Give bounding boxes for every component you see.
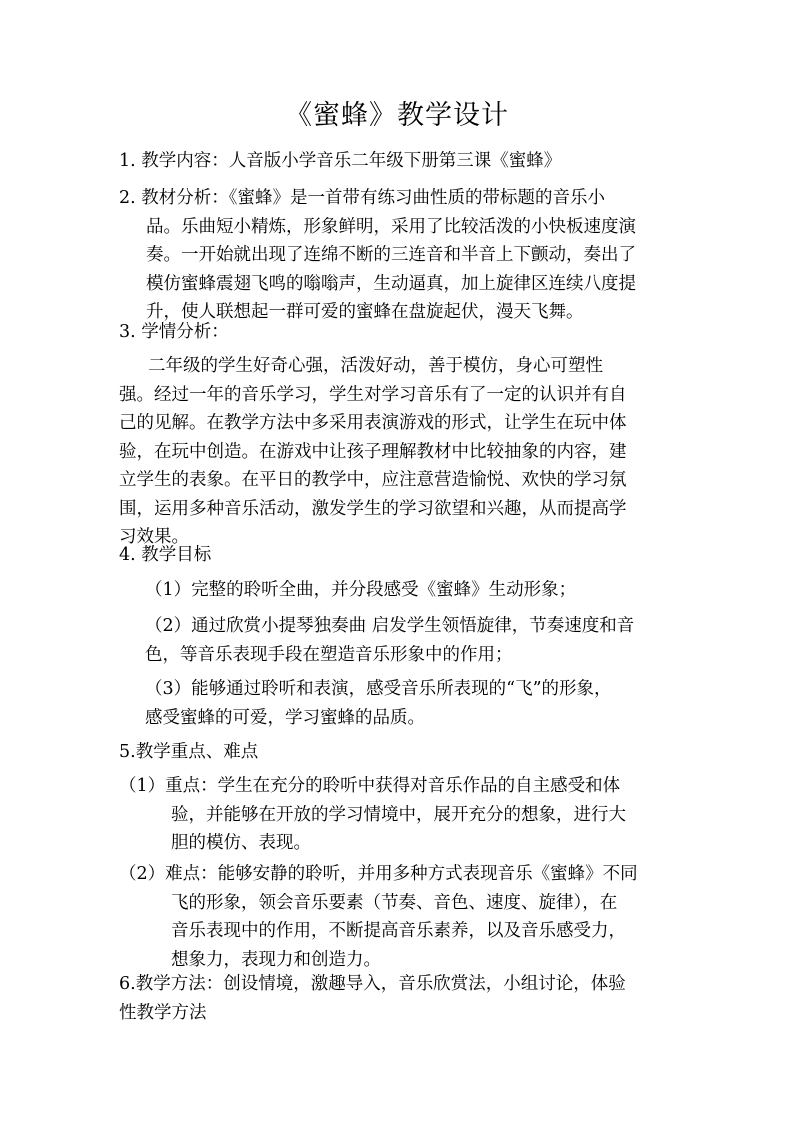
paragraph-line: 奏。一开始就出现了连绵不断的三连音和半音上下颤动，奏出了 bbox=[146, 245, 636, 265]
section-material-analysis bbox=[119, 184, 636, 327]
paragraph-line: 立学生的表象。在平日的教学中，应注意营造愉悦、欢快的学习氛 bbox=[119, 470, 627, 490]
document-title: 《蜜蜂》教学设计 bbox=[285, 100, 509, 131]
goal-item-3 bbox=[145, 675, 612, 732]
paragraph-line: 6.教学方法：创设情境，激趣导入，音乐欣赏法，小组讨论，体验 bbox=[119, 974, 626, 994]
paragraph-line: 升，使人联想起一群可爱的蜜蜂在盘旋起伏，漫天飞舞。 bbox=[146, 302, 584, 322]
section-teaching-goals bbox=[119, 541, 211, 570]
paragraph-line: 感受蜜蜂的可爱，学习蜜蜂的品质。 bbox=[145, 707, 425, 728]
student-analysis-body bbox=[119, 352, 627, 552]
section-teaching-content bbox=[119, 147, 561, 176]
paragraph-line: 飞的形象，领会音乐要素（节奏、音色、速度、旋律），在 bbox=[171, 892, 618, 913]
paragraph-line: 性教学方法 bbox=[119, 1002, 207, 1023]
goal-item-2 bbox=[145, 612, 634, 669]
section-student-analysis bbox=[119, 318, 229, 347]
paragraph-line: 胆的模仿、表现。 bbox=[171, 833, 311, 853]
paragraph-line: （1）完整的聆听全曲，并分段感受《蜜蜂》生动形象； bbox=[145, 580, 577, 600]
key-point-item-2 bbox=[119, 860, 638, 974]
paragraph-line: 己的见解。在教学方法中多采用表演游戏的形式，让学生在玩中体 bbox=[119, 413, 627, 433]
paragraph-line: 色，等音乐表现手段在塑造音乐形象中的作用； bbox=[145, 644, 513, 665]
paragraph-line: 二年级的学生好奇心强，活泼好动，善于模仿，身心可塑性 bbox=[148, 356, 603, 376]
paragraph-line: （2）通过欣赏小提琴独奏曲 启发学生领悟旋律，节奏速度和音 bbox=[145, 616, 635, 636]
paragraph-line: 1. 教学内容：人音版小学音乐二年级下册第三课《蜜蜂》 bbox=[119, 151, 562, 171]
paragraph-line: 围，运用多种音乐活动，激发学生的学习欲望和兴趣，从而提高学 bbox=[119, 498, 627, 519]
section-key-points bbox=[119, 738, 258, 767]
paragraph-line: 想象力，表现力和创造力。 bbox=[171, 949, 381, 970]
paragraph-line: 验，并能够在开放的学习情境中，展开充分的想象，进行大 bbox=[171, 804, 626, 825]
paragraph-line: 品。乐曲短小精炼，形象鲜明，采用了比较活泼的小快板速度演 bbox=[146, 216, 636, 237]
section-heading: 3. 学情分析： bbox=[119, 322, 229, 342]
paragraph-line: 验，在玩中创造。在游戏中让孩子理解教材中比较抽象的内容，建 bbox=[119, 441, 627, 462]
section-heading: 5.教学重点、难点 bbox=[119, 742, 259, 762]
paragraph-line: （2）难点：能够安静的聆听，并用多种方式表现音乐《蜜蜂》不同 bbox=[119, 864, 638, 884]
section-teaching-methods bbox=[119, 970, 626, 1027]
paragraph-line: 强。经过一年的音乐学习，学生对学习音乐有了一定的认识并有自 bbox=[119, 384, 627, 405]
paragraph-line: 习效果。 bbox=[119, 527, 189, 547]
paragraph-line: （3）能够通过聆听和表演，感受音乐所表现的“飞”的形象， bbox=[145, 679, 612, 699]
key-point-item-1 bbox=[119, 772, 626, 858]
goal-item-1 bbox=[145, 576, 576, 605]
section-heading: 4. 教学目标 bbox=[119, 545, 212, 565]
paragraph-line: （1）重点：学生在充分的聆听中获得对音乐作品的自主感受和体 bbox=[119, 776, 621, 796]
paragraph-line: 音乐表现中的作用，不断提高音乐素养，以及音乐感受力， bbox=[171, 921, 626, 941]
paragraph-line: 2. 教材分析：《蜜蜂》是一首带有练习曲性质的带标题的音乐小 bbox=[119, 188, 606, 208]
paragraph-line: 模仿蜜蜂震翅飞鸣的嗡嗡声，生动逼真，加上旋律区连续八度提 bbox=[146, 273, 636, 294]
